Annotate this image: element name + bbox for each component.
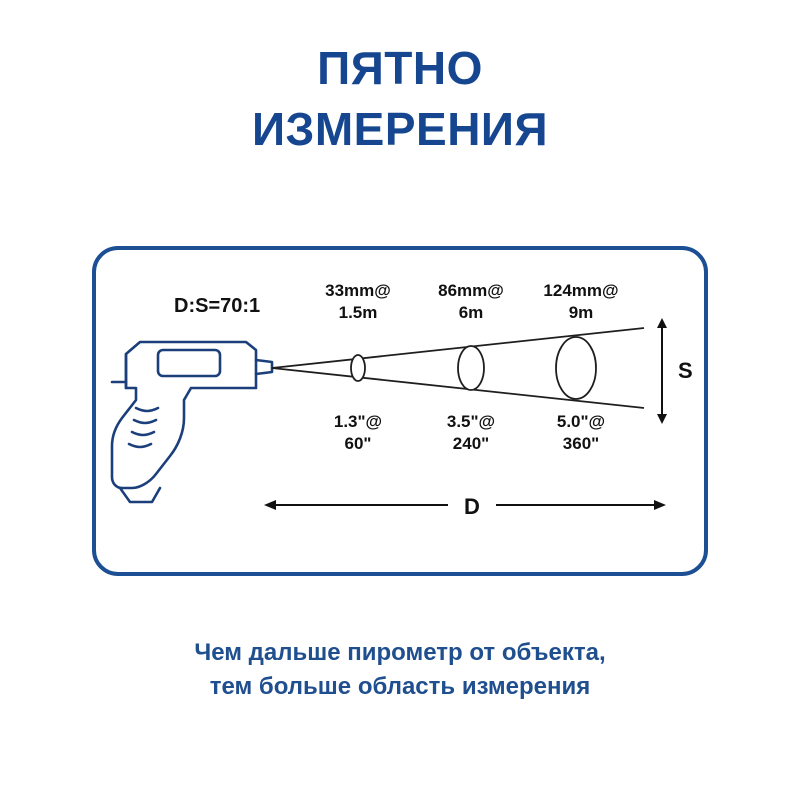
page-title — [0, 38, 800, 159]
spot-ellipse-2 — [458, 346, 484, 390]
spot-1-metric-distance: 1.5m — [338, 303, 378, 322]
spot-3-metric-size: 124mm@ — [543, 281, 619, 300]
caption-line-2: тем больше область измерения — [209, 673, 591, 701]
metric-labels — [325, 281, 618, 322]
spot-ellipse-1 — [351, 355, 365, 381]
spot-1-imperial-size: 1.3"@ — [333, 412, 383, 431]
spot-3-imperial-distance: 360" — [562, 434, 600, 453]
spot-ellipse-3 — [556, 337, 596, 399]
caption — [0, 636, 800, 704]
spot-2-imperial-size: 3.5"@ — [446, 412, 496, 431]
infrared-thermometer-gun-icon — [112, 342, 272, 502]
distance-axis-label: D — [464, 494, 480, 519]
page-title-line-1: ПЯТНО — [317, 42, 483, 94]
spot-1-imperial-distance: 60" — [344, 434, 372, 453]
spot-2-metric-size: 86mm@ — [438, 281, 504, 300]
imperial-labels — [334, 412, 605, 453]
diagram-card — [92, 246, 708, 576]
spot-2-metric-distance: 6m — [458, 303, 484, 322]
spot-3-imperial-size: 5.0"@ — [556, 412, 606, 431]
ratio-label: D:S=70:1 — [174, 295, 261, 317]
page-title-line-2: ИЗМЕРЕНИЯ — [251, 102, 549, 155]
spot-1-metric-size: 33mm@ — [325, 281, 391, 300]
spot-3-metric-distance: 9m — [568, 303, 594, 322]
spot-axis-label: S — [678, 358, 693, 383]
spot-axis-arrow — [657, 318, 667, 424]
caption-line-1: Чем дальше пирометр от объекта, — [194, 639, 606, 666]
spot-ellipses — [351, 337, 596, 399]
spot-2-imperial-distance: 240" — [452, 434, 490, 453]
spot-size-diagram — [96, 250, 704, 572]
